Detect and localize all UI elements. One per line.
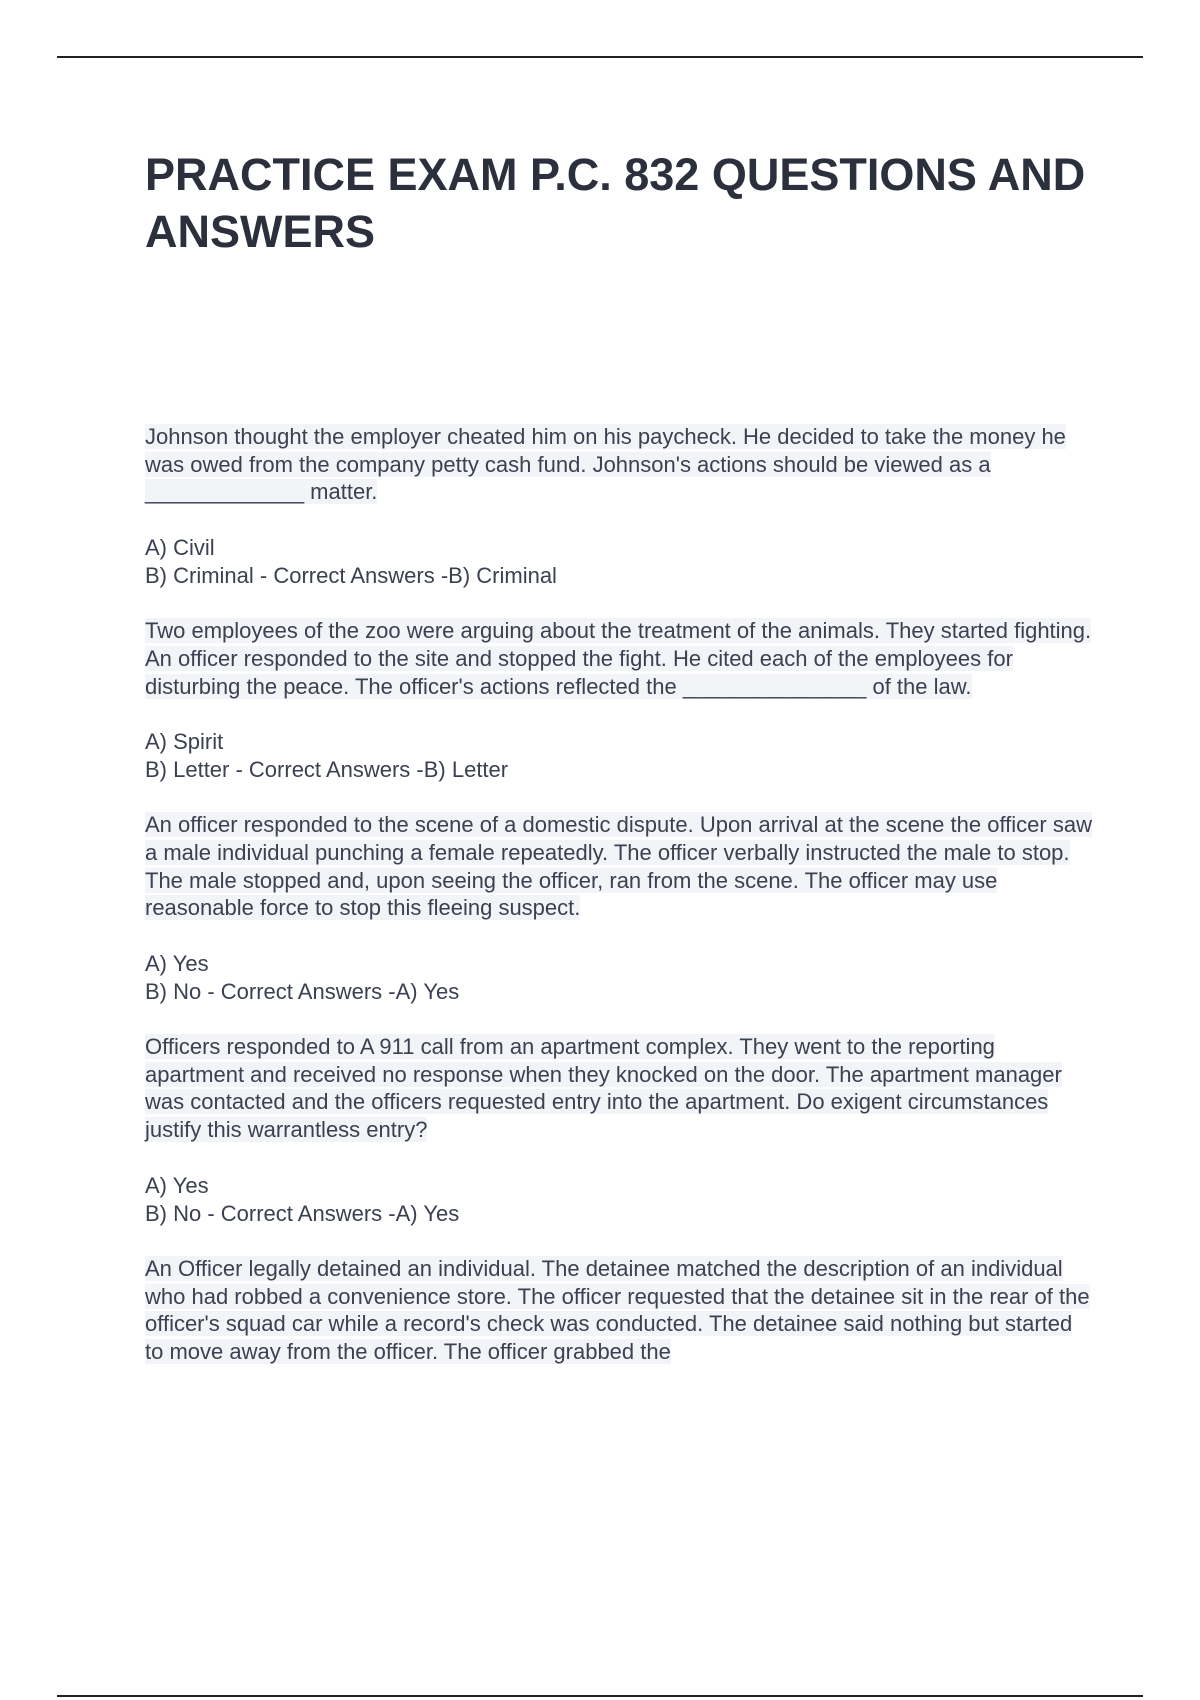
option-a: A) Yes (145, 1172, 209, 1198)
question-text (145, 1255, 1095, 1366)
question-text-span: Two employees of the zoo were arguing about the treatment of the animals. They started fighting. An officer responded to the site and stopped the fight. He cited each of the employees for disturbing the peace. The officer's actions reflected the _______________ of the law. (145, 618, 1092, 699)
question-block-3 (145, 811, 1095, 1005)
document-body (145, 423, 1095, 1394)
option-b-answer: B) No - Correct Answers -A) Yes (145, 978, 460, 1004)
question-text (145, 617, 1095, 700)
question-text-span: An officer responded to the scene of a domestic dispute. Upon arrival at the scene the officer saw a male individual punching a female repeatedly. The officer verbally instructed the male to stop. The male stopped and, upon seeing the officer, ran from the scene. The officer may use reasonable force to stop this fleeing suspect. (145, 812, 1092, 921)
question-text (145, 811, 1095, 922)
answer-options (145, 950, 1095, 1005)
question-text (145, 423, 1095, 506)
answer-options (145, 1172, 1095, 1227)
option-a: A) Yes (145, 951, 209, 977)
question-text (145, 1033, 1095, 1144)
question-text-span: An Officer legally detained an individual. The detainee matched the description of an individual who had robbed a convenience store. The officer requested that the detainee sit in the rear of the officer's squad car while a record's check was conducted. The detainee said nothing but started to move away from the officer. The officer grabbed the (145, 1255, 1090, 1364)
top-rule (57, 56, 1143, 58)
question-text-span: Johnson thought the employer cheated him on his paycheck. He decided to take the money he was owed from the company petty cash fund. Johnson's actions should be viewed as a _____________ matter. (145, 424, 1066, 505)
document-title: PRACTICE EXAM P.C. 832 QUESTIONS AND ANSWERS (145, 149, 1086, 257)
option-b-answer: B) Letter - Correct Answers -B) Letter (145, 756, 509, 782)
answer-options (145, 534, 1095, 589)
question-block-2 (145, 617, 1095, 784)
answer-options (145, 728, 1095, 783)
option-a: A) Spirit (145, 729, 224, 755)
question-block-5 (145, 1255, 1095, 1366)
option-b-answer: B) No - Correct Answers -A) Yes (145, 1200, 460, 1226)
question-text-span: Officers responded to A 911 call from an apartment complex. They went to the reporting apartment and received no response when they knocked on the door. The apartment manager was contacted and the officers requested entry into the apartment. Do exigent circumstances justify this warrantless entry? (145, 1034, 1062, 1143)
bottom-rule (57, 1695, 1143, 1697)
option-a: A) Civil (145, 535, 215, 561)
question-block-1 (145, 423, 1095, 590)
question-block-4 (145, 1033, 1095, 1227)
option-b-answer: B) Criminal - Correct Answers -B) Criminal (145, 562, 557, 588)
